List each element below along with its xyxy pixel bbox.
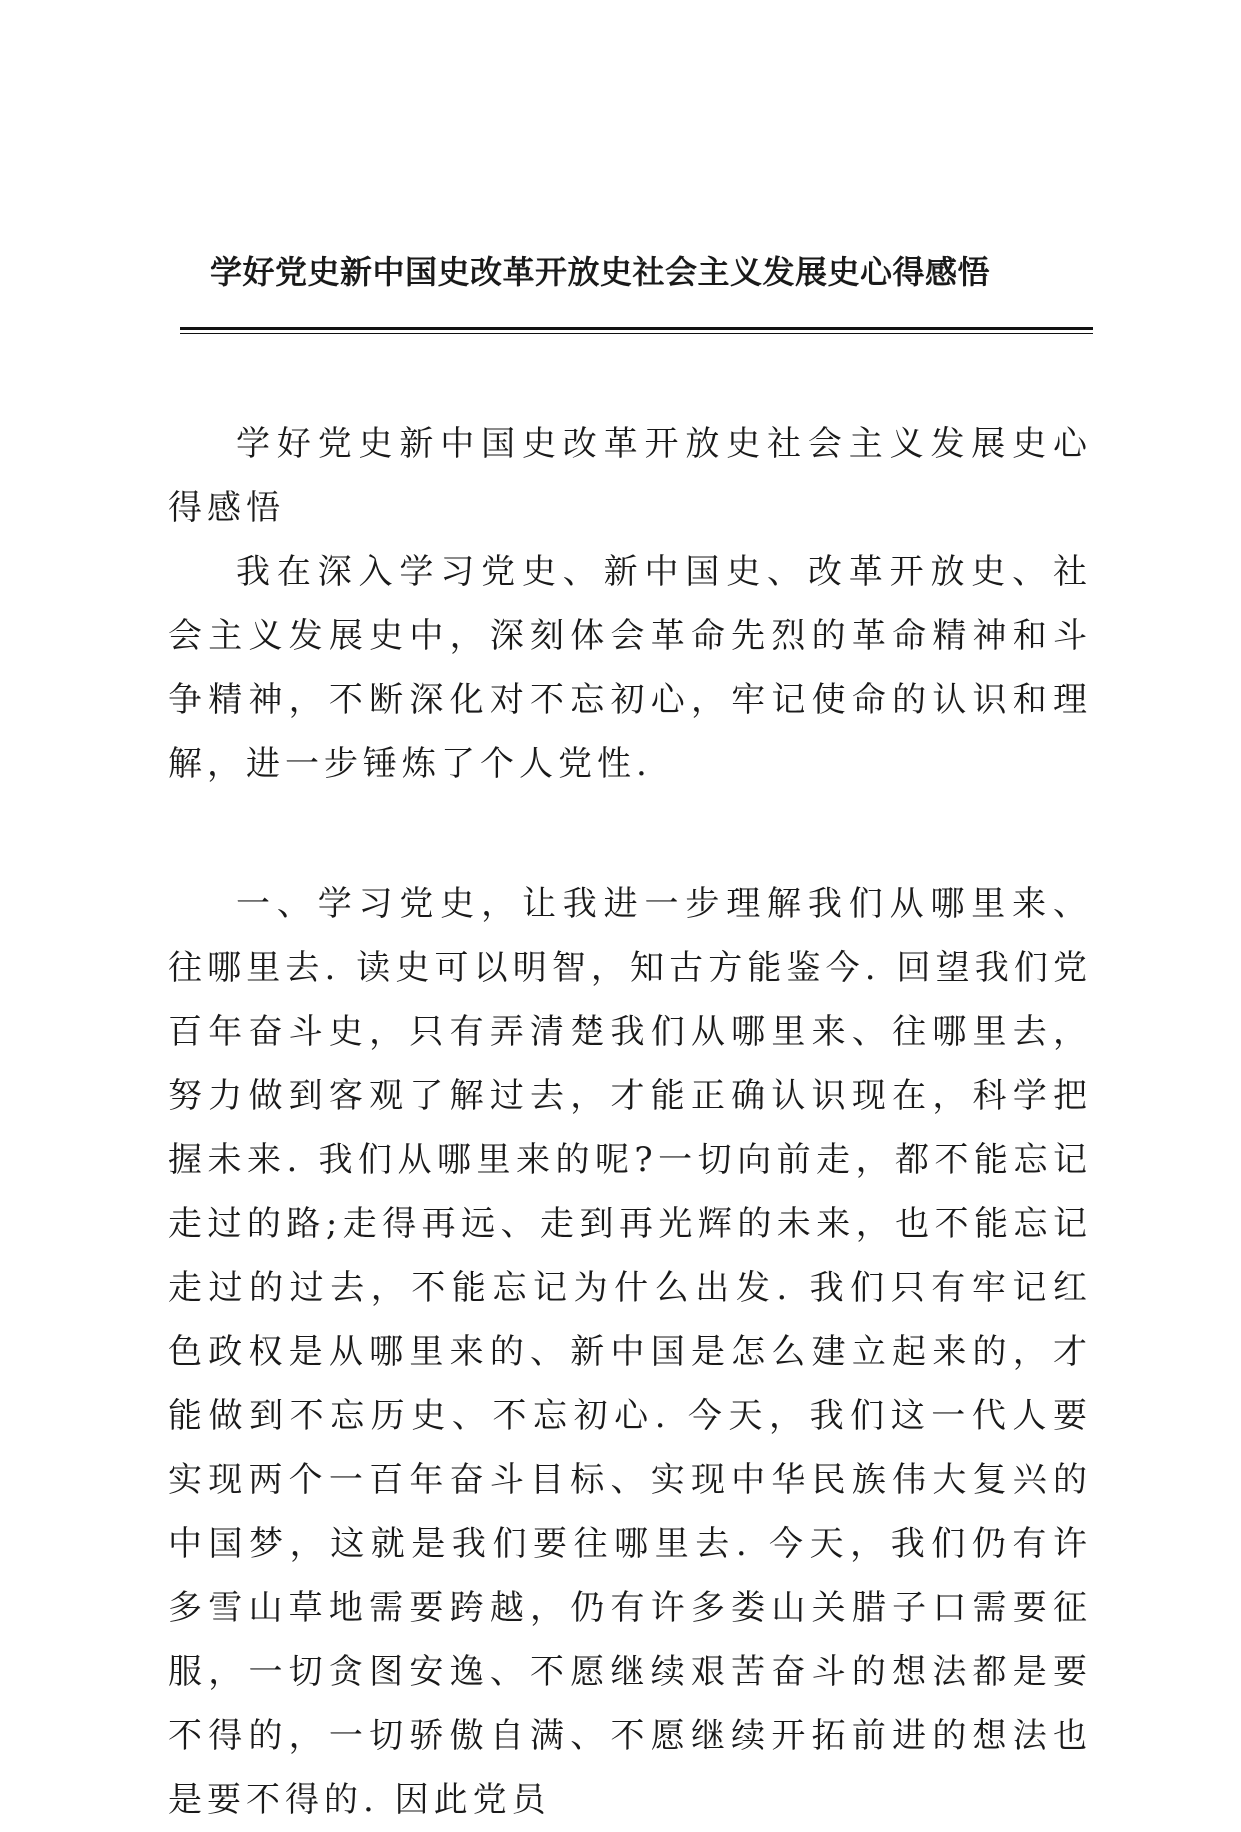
paragraph-heading: 学好党史新中国史改革开放史社会主义发展史心得感悟	[168, 424, 1092, 528]
paragraph-intro: 我在深入学习党史、新中国史、改革开放史、社会主义发展史中，深刻体会革命先烈的革命精神和斗争精神，不断深化对不忘初心，牢记使命的认识和理解，进一步锤炼了个人党性.	[168, 552, 1092, 784]
document-title: 学好党史新中国史改革开放史社会主义发展史心得感悟	[209, 253, 990, 291]
document-body	[168, 412, 1092, 1832]
title-divider-thick	[180, 327, 1093, 330]
paragraph-section-one: 一、学习党史，让我进一步理解我们从哪里来、往哪里去. 读史可以明智，知古方能鉴今. 回望我们党百年奋斗史，只有弄清楚我们从哪里来、往哪里去，努力做到客观了解过去，才能正确认识现在，科学把握未来. 我们从哪里来的呢?一切向前走，都不能忘记走过的路;走得再远、走到再光辉的未来，也不能忘记走过的过去，不能忘记为什么出发. 我们只有牢记红色政权是从哪里来的、新中国是怎么建立起来的，才能做到不忘历史、不忘初心. 今天，我们这一代人要实现两个一百年奋斗目标、实现中华民族伟大复兴的中国梦，这就是我们要往哪里去. 今天，我们仍有许多雪山草地需要跨越，仍有许多娄山关腊子口需要征服，一切贪图安逸、不愿继续艰苦奋斗的想法都是要不得的，一切骄傲自满、不愿继续开拓前进的想法也是要不得的. 因此党员	[168, 884, 1092, 1820]
paragraph-spacer	[168, 796, 1092, 872]
title-divider-thin	[180, 333, 1093, 334]
